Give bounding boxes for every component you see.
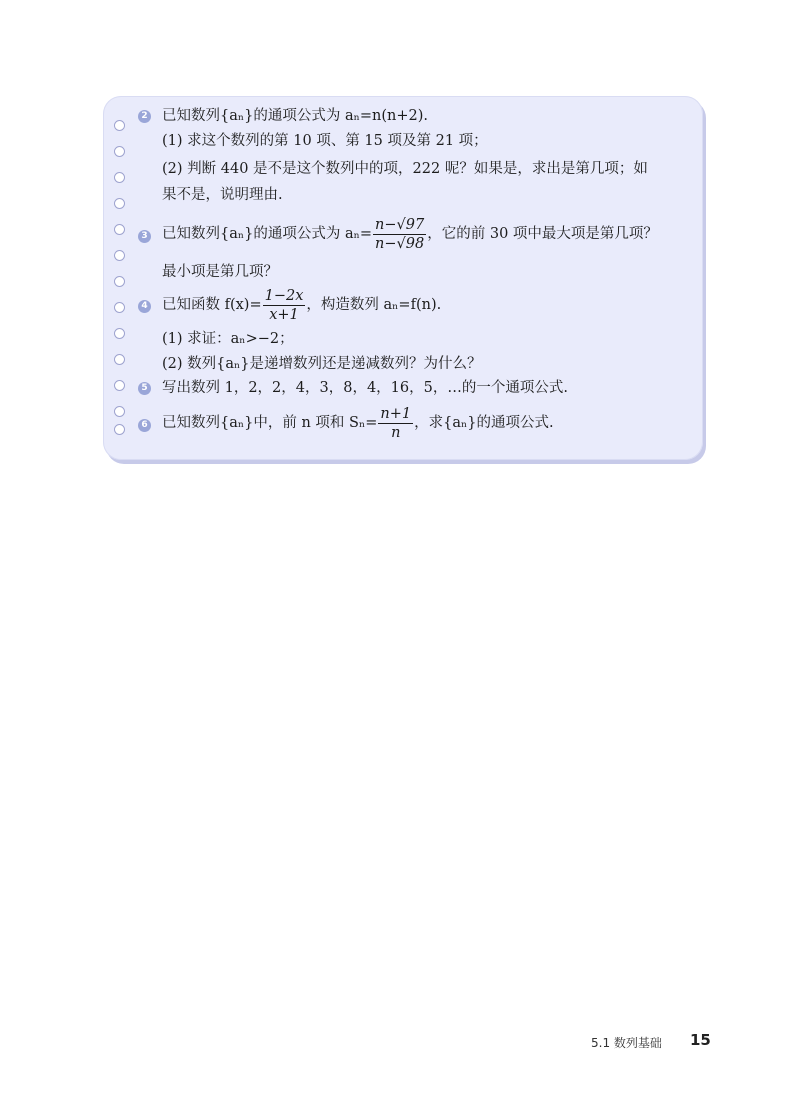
binder-hole-icon	[114, 406, 125, 417]
exercise-text-prefix: 已知数列{aₙ}的通项公式为 aₙ=	[162, 226, 373, 242]
exercise-text-suffix: ，求{aₙ}的通项公式.	[414, 415, 554, 431]
exercise-number-badge: 6	[138, 419, 151, 432]
exercise-text: 已知数列{aₙ}的通项公式为 aₙ=n(n+2).	[162, 108, 429, 124]
footer-section-title: 5.1 数列基础	[591, 1036, 662, 1050]
binder-hole-icon	[114, 328, 125, 339]
fraction-numerator: n+1	[380, 405, 412, 422]
exercise-text-prefix: 已知函数 f(x)=	[162, 297, 262, 313]
binder-hole-icon	[114, 198, 125, 209]
binder-hole-icon	[114, 146, 125, 157]
exercise-text-prefix: 已知数列{aₙ}中，前 n 项和 Sₙ=	[162, 415, 378, 431]
fraction-numerator: 1−2x	[264, 287, 304, 304]
exercise-subpart: (1) 求证：aₙ>−2；	[162, 331, 294, 347]
exercise-number-badge: 3	[138, 230, 151, 243]
binder-hole-icon	[114, 276, 125, 287]
exercise-subpart: (1) 求这个数列的第 10 项、第 15 项及第 21 项；	[162, 133, 488, 149]
fraction-denominator: n	[391, 424, 401, 441]
fraction-denominator: n−√98	[375, 235, 425, 252]
exercise-subpart: 果不是，说明理由.	[162, 187, 283, 203]
exercise-text-continued: 最小项是第几项？	[162, 264, 278, 280]
exercise-text	[162, 404, 554, 442]
binder-hole-icon	[114, 380, 125, 391]
binder-hole-icon	[114, 424, 125, 435]
page-number: 15	[690, 1031, 711, 1049]
exercise-text-suffix: ，构造数列 aₙ=f(n).	[306, 297, 442, 313]
fraction	[263, 287, 306, 324]
exercise-text: 写出数列 1，2，2，4，3，8，4，16，5，…的一个通项公式.	[162, 380, 568, 396]
exercise-subpart: (2) 数列{aₙ}是递增数列还是递减数列？为什么？	[162, 356, 482, 372]
fraction	[373, 216, 426, 253]
binder-hole-icon	[114, 250, 125, 261]
fraction-denominator: x+1	[269, 306, 299, 323]
exercise-number-badge: 4	[138, 300, 151, 313]
binder-hole-icon	[114, 302, 125, 313]
exercise-number-badge: 2	[138, 110, 151, 123]
binder-hole-icon	[114, 224, 125, 235]
fraction	[378, 405, 413, 442]
exercise-subpart: (2) 判断 440 是不是这个数列中的项，222 呢？如果是，求出是第几项；如	[162, 161, 648, 177]
binder-holes	[114, 120, 128, 440]
exercise-text	[162, 286, 441, 324]
exercise-number-badge: 5	[138, 382, 151, 395]
binder-hole-icon	[114, 172, 125, 183]
binder-hole-icon	[114, 120, 125, 131]
fraction-numerator: n−√97	[375, 216, 425, 233]
binder-hole-icon	[114, 354, 125, 365]
exercise-text-suffix: ，它的前 30 项中最大项是第几项？	[427, 226, 658, 242]
exercise-text	[162, 215, 658, 253]
